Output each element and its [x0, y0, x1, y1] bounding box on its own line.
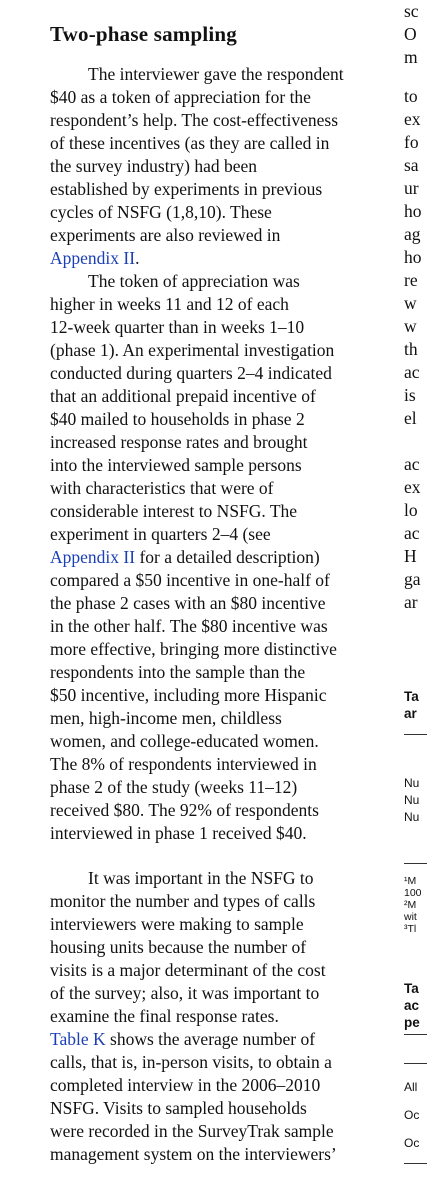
text-line: management system on the interviewers’ [50, 1144, 337, 1164]
section-heading: Two-phase sampling [50, 22, 238, 46]
fragment-text: pe [404, 1015, 420, 1030]
text-line: housing units because the number of [50, 937, 307, 957]
fragment-text: sc [404, 1, 419, 21]
fragment-text: ac [404, 362, 420, 382]
fragment-text: 100 [404, 887, 422, 899]
text-line: The interviewer gave the respondent [88, 64, 344, 84]
text-line: of these incentives (as they are called in [50, 133, 330, 153]
text-line: were recorded in the SurveyTrak sample [50, 1121, 334, 1141]
paragraph-3 [50, 867, 395, 1166]
text-line: conducted during quarters 2–4 indicated [50, 363, 332, 383]
cross-reference-link[interactable]: Appendix II [50, 547, 136, 567]
text-line: examine the final response rates. [50, 1006, 279, 1026]
fragment-text: ac [404, 454, 420, 474]
fragment-text: wit [404, 911, 417, 923]
text-line: respondents into the sample than the [50, 662, 306, 682]
text-line: Appendix II for a detailed description) [50, 547, 320, 567]
fragment-text: All [404, 1080, 418, 1094]
fragment-text: ho [404, 247, 422, 267]
fragment-text: fo [404, 132, 419, 152]
text-line: (phase 1). An experimental investigation [50, 340, 335, 360]
right-column-fragment [404, 0, 427, 1200]
fragment-text: w [404, 316, 417, 336]
fragment-text: Nu [404, 776, 420, 790]
text-line: established by experiments in previous [50, 179, 323, 199]
text-line: considerable interest to NSFG. The [50, 501, 298, 521]
text-line: 12-week quarter than in weeks 1–10 [50, 317, 305, 337]
fragment-text: to [404, 86, 418, 106]
paragraph-1 [50, 63, 395, 270]
text-line: $40 as a token of appreciation for the [50, 87, 311, 107]
fragment-text: ex [404, 477, 421, 497]
table-j-rule-bottom [404, 863, 427, 864]
text-line: completed interview in the 2006–2010 [50, 1075, 321, 1095]
fragment-text: ac [404, 523, 420, 543]
fragment-text: ²M [404, 899, 417, 911]
text-line: The 8% of respondents interviewed in [50, 754, 317, 774]
text-line: $50 incentive, including more Hispanic [50, 685, 327, 705]
text-line: cycles of NSFG (1,8,10). These [50, 202, 272, 222]
text-line: monitor the number and types of calls [50, 891, 316, 911]
text-line: into the interviewed sample persons [50, 455, 302, 475]
fragment-text: ex [404, 109, 421, 129]
fragment-text: is [404, 385, 416, 405]
fragment-text: Nu [404, 810, 420, 824]
fragment-text: ho [404, 201, 422, 221]
text-line: that an additional prepaid incentive of [50, 386, 316, 406]
paragraph-2 [50, 270, 395, 845]
fragment-text: el [404, 408, 417, 428]
text-line: men, high-income men, childless [50, 708, 282, 728]
text-line: $40 mailed to households in phase 2 [50, 409, 305, 429]
table-j-rule-top [404, 734, 427, 735]
text-line: visits is a major determinant of the cost [50, 960, 326, 980]
text-line: higher in weeks 11 and 12 of each [50, 294, 289, 314]
cross-reference-link[interactable]: Table K [50, 1029, 106, 1049]
fragment-text: ag [404, 224, 421, 244]
fragment-text: re [404, 270, 418, 290]
fragment-text: Ta [404, 981, 419, 996]
text-line: compared a $50 incentive in one-half of [50, 570, 330, 590]
fragment-text: w [404, 293, 417, 313]
fragment-text: ³Tl [404, 923, 417, 935]
text-line: of the survey; also, it was important to [50, 983, 320, 1003]
text-line: the survey industry) had been [50, 156, 258, 176]
text-line: received $80. The 92% of respondents [50, 800, 319, 820]
text-line: Table K shows the average number of [50, 1029, 316, 1049]
fragment-text: H [404, 546, 417, 566]
fragment-text: m [404, 47, 418, 67]
table-k-rule-bottom [404, 1163, 427, 1164]
text-line: with characteristics that were of [50, 478, 274, 498]
fragment-text: ar [404, 706, 417, 721]
cross-reference-link[interactable]: Appendix II [50, 248, 136, 268]
fragment-text: ga [404, 569, 421, 589]
text-line: Appendix II. [50, 248, 140, 268]
fragment-text: ac [404, 998, 420, 1013]
text-line: phase 2 of the study (weeks 11–12) [50, 777, 298, 797]
fragment-text: lo [404, 500, 418, 520]
fragment-text: sa [404, 155, 419, 175]
text-line: women, and college-educated women. [50, 731, 319, 751]
text-line: experiments are also reviewed in [50, 225, 281, 245]
text-line: It was important in the NSFG to [88, 868, 314, 888]
fragment-text: Ta [404, 689, 419, 704]
fragment-text: ¹M [404, 875, 417, 887]
text-line: interviewers were making to sample [50, 914, 304, 934]
text-line: NSFG. Visits to sampled households [50, 1098, 307, 1118]
fragment-text: ar [404, 592, 418, 612]
fragment-text: Nu [404, 793, 420, 807]
table-k-rule-mid [404, 1063, 427, 1064]
text-line: in the other half. The $80 incentive was [50, 616, 328, 636]
fragment-text: ur [404, 178, 419, 198]
text-line: The token of appreciation was [88, 271, 300, 291]
text-line: more effective, bringing more distinctive [50, 639, 337, 659]
fragment-text: Oc [404, 1136, 420, 1150]
table-k-rule-top [404, 1034, 427, 1035]
fragment-text: O [404, 24, 417, 44]
text-line: increased response rates and brought [50, 432, 308, 452]
text-line: interviewed in phase 1 received $40. [50, 823, 307, 843]
fragment-text: th [404, 339, 418, 359]
text-line: calls, that is, in-person visits, to obtain a [50, 1052, 332, 1072]
text-line: the phase 2 cases with an $80 incentive [50, 593, 326, 613]
text-line: experiment in quarters 2–4 (see [50, 524, 271, 544]
text-line: respondent’s help. The cost-effectiveness [50, 110, 339, 130]
fragment-text: Oc [404, 1108, 420, 1122]
